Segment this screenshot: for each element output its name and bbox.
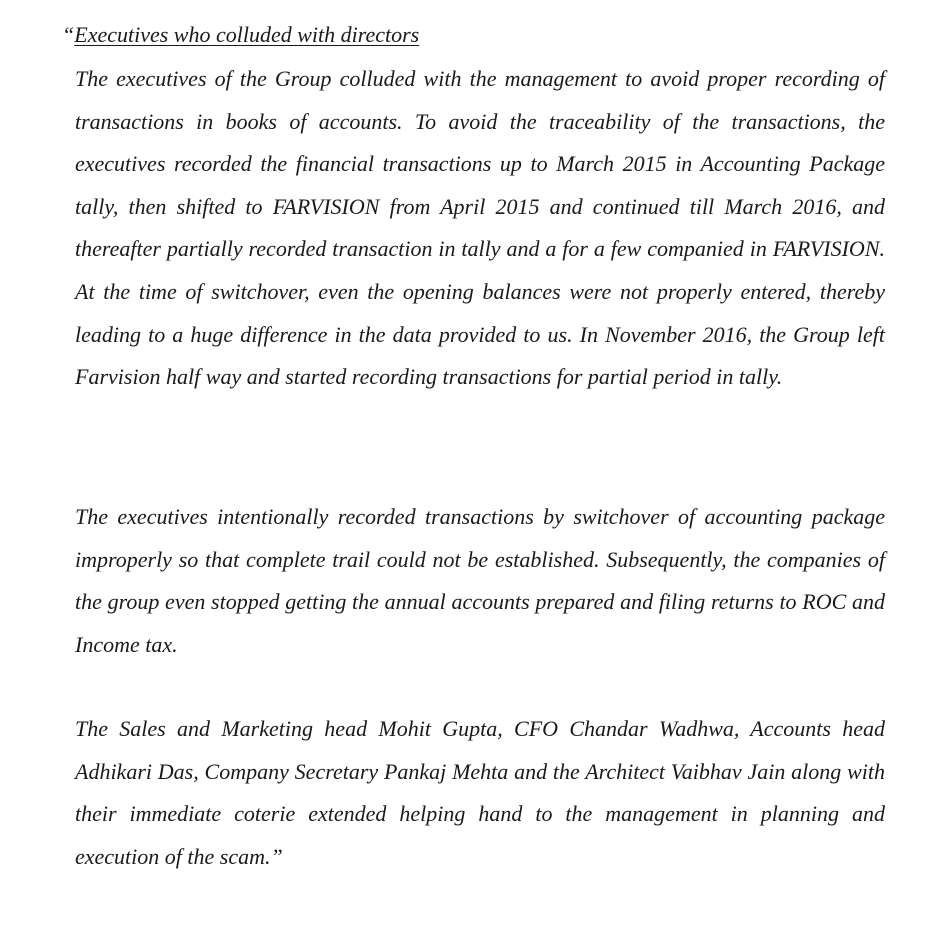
paragraph-3: The Sales and Marketing head Mohit Gupta, CFO Chandar Wadhwa, Accounts head Adhikari Das, Company Secretary Pankaj Mehta and the Architect Vaibhav Jain along with their immediate coterie extended helping hand to the management in planning and execution of the scam.” [75,716,885,869]
heading-title: Executives who colluded with directors [74,22,420,47]
paragraph-1: The executives of the Group colluded with the management to avoid proper recording of transactions in books of accounts. To avoid the traceability of the transactions, the executives recorded the financial transactions up to March 2015 in Accounting Package tally, then shifted to FARVISION from April 2015 and continued till March 2016, and thereafter partially recorded transaction in tally and a for a few companied in FARVISION. At the time of switchover, even the opening balances were not properly entered, thereby leading to a huge difference in the data provided to us. In November 2016, the Group left Farvision half way and started recording transactions for partial period in tally. [75,66,885,390]
paragraph-2: The executives intentionally recorded transactions by switchover of accounting package improperly so that complete trail could not be established. Subsequently, the companies of the group even stopped getting the annual accounts prepared and filing returns to ROC and Income tax. [75,504,885,657]
section-heading [62,21,419,49]
opening-quote-mark: “ [62,22,75,47]
